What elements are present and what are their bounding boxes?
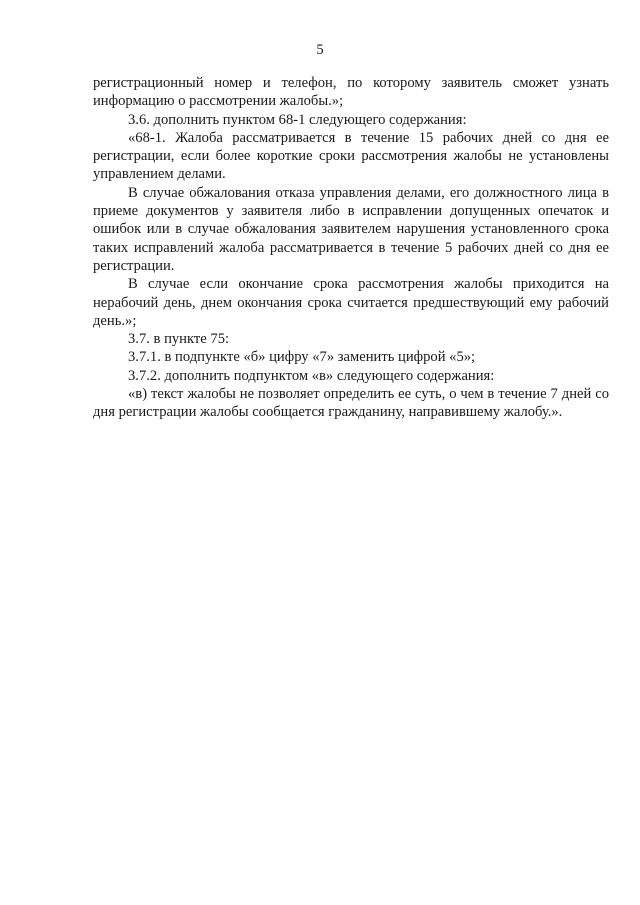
document-body	[93, 74, 609, 422]
paragraph-continuation: регистрационный номер и телефон, по которому заявитель сможет узнать информацию о рассмотрении жалобы.»;	[93, 75, 609, 110]
page-number: 5	[316, 42, 324, 58]
paragraph-clause-68-1: «68-1. Жалоба рассматривается в течение 15 рабочих дней со дня ее регистрации, если более короткие сроки рассмотрения жалобы не установлены управлением делами.	[93, 129, 609, 183]
paragraph-appeal-refusal: В случае обжалования отказа управления делами, его должностного лица в приеме документов у заявителя либо в исправлении допущенных опечаток и ошибок или в случае обжалования заявителем нарушения установленного срока таких исправлений жалоба рассматривается в течение 5 рабочих дней со дня ее регистрации.	[93, 184, 609, 274]
paragraph-item-3-6: 3.6. дополнить пунктом 68-1 следующего содержания:	[128, 111, 467, 128]
paragraph-subclause-v: «в) текст жалобы не позволяет определить ее суть, о чем в течение 7 дней со дня регистрации жалобы сообщается гражданину, направившему жалобу.».	[93, 386, 609, 421]
paragraph-item-3-7-2: 3.7.2. дополнить подпунктом «в» следующего содержания:	[128, 367, 495, 384]
paragraph-item-3-7-1: 3.7.1. в подпункте «б» цифру «7» заменить цифрой «5»;	[128, 349, 476, 366]
paragraph-non-working-day: В случае если окончание срока рассмотрения жалобы приходится на нерабочий день, днем окончания срока считается предшествующий ему рабочий день.»;	[93, 276, 609, 329]
paragraph-item-3-7: 3.7. в пункте 75:	[128, 331, 230, 348]
